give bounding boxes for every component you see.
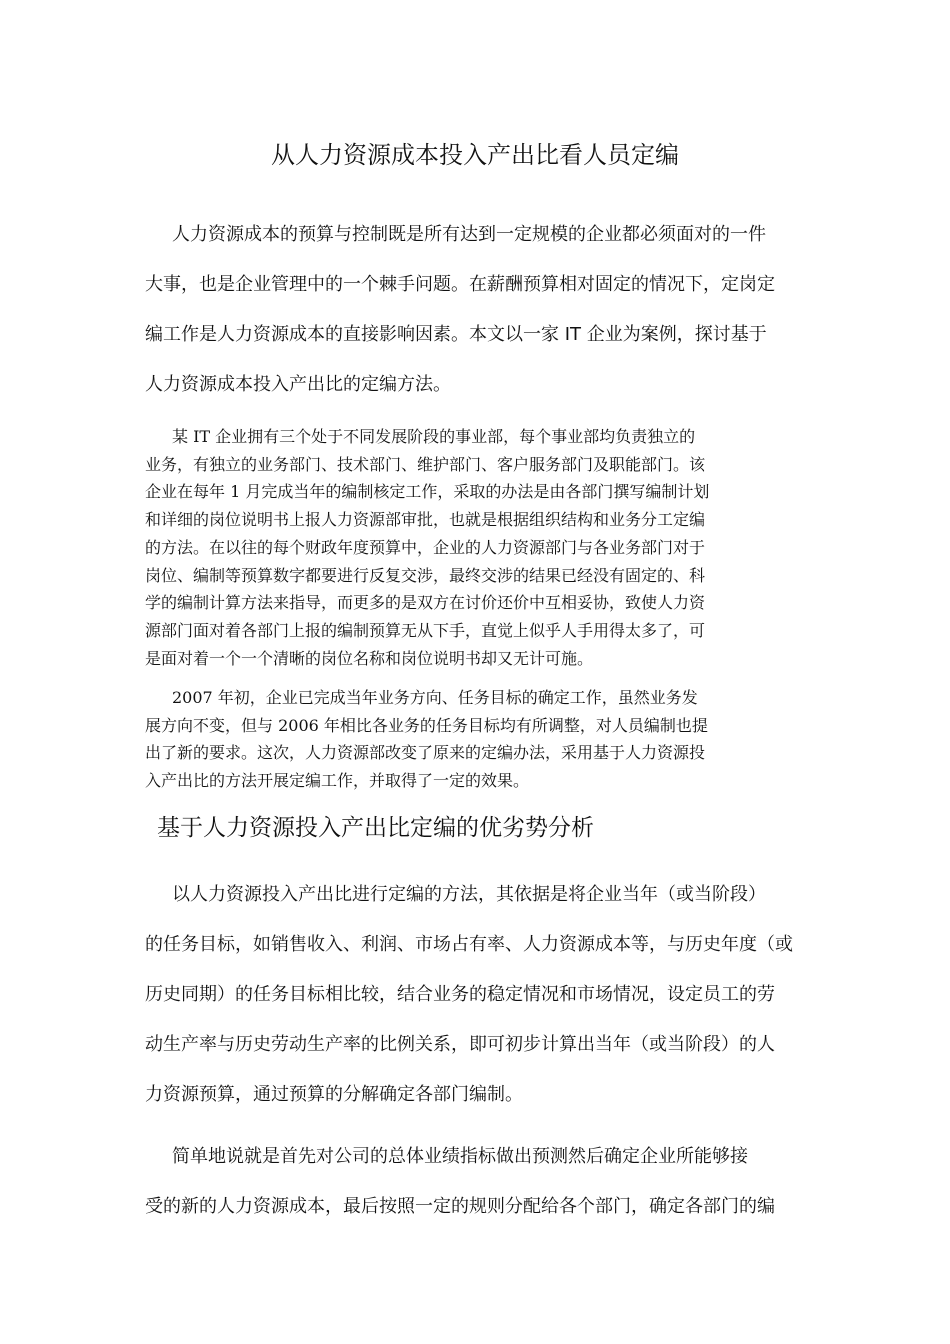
paragraph-line: 大事，也是企业管理中的一个棘手问题。在薪酬预算相对固定的情况下，定岗定 (145, 274, 775, 295)
case-paragraph-2 (145, 684, 810, 795)
paragraph-line: 简单地说就是首先对公司的总体业绩指标做出预测然后确定企业所能够接 (172, 1146, 748, 1167)
section-heading: 基于人力资源投入产出比定编的优劣势分析 (157, 815, 594, 841)
paragraph-line: 人力资源成本投入产出比的定编方法。 (145, 374, 451, 395)
paragraph-line: 受的新的人力资源成本，最后按照一定的规则分配给各个部门，确定各部门的编 (145, 1196, 775, 1217)
paragraph-line: 岗位、编制等预算数字都要进行反复交涉，最终交涉的结果已经没有固定的、科 (145, 565, 706, 585)
paragraph-line: 源部门面对着各部门上报的编制预算无从下手，直觉上似乎人手用得太多了，可 (145, 620, 706, 640)
paragraph-line: 的任务目标，如销售收入、利润、市场占有率、人力资源成本等，与历史年度（或 (145, 934, 793, 955)
paragraph-line: 某 IT 企业拥有三个处于不同发展阶段的事业部，每个事业部均负责独立的 (172, 427, 696, 446)
paragraph-line: 业务，有独立的业务部门、技术部门、维护部门、客户服务部门及职能部门。该 (145, 454, 706, 474)
paragraph-line: 入产出比的方法开展定编工作，并取得了一定的效果。 (145, 771, 530, 791)
method-paragraph (145, 870, 810, 1120)
paragraph-line: 力资源预算，通过预算的分解确定各部门编制。 (145, 1084, 523, 1105)
paragraph-line: 以人力资源投入产出比进行定编的方法，其依据是将企业当年（或当阶段） (172, 884, 766, 905)
case-paragraph-1 (145, 423, 810, 672)
paragraph-line: 编工作是人力资源成本的直接影响因素。本文以一家 IT 企业为案例，探讨基于 (145, 324, 767, 345)
paragraph-line: 是面对着一个一个清晰的岗位名称和岗位说明书却又无计可施。 (145, 648, 594, 668)
paragraph-line: 学的编制计算方法来指导，而更多的是双方在讨价还价中互相妥协，致使人力资 (145, 593, 706, 613)
paragraph-line: 展方向不变，但与 2006 年相比各业务的任务目标均有所调整，对人员编制也提 (145, 715, 708, 735)
paragraph-line: 动生产率与历史劳动生产率的比例关系，即可初步计算出当年（或当阶段）的人 (145, 1034, 775, 1055)
paragraph-line: 企业在每年 1 月完成当年的编制核定工作，采取的办法是由各部门撰写编制计划 (145, 482, 710, 502)
document-title: 从人力资源成本投入产出比看人员定编 (271, 141, 679, 169)
paragraph-line: 历史同期）的任务目标相比较，结合业务的稳定情况和市场情况，设定员工的劳 (145, 984, 775, 1005)
paragraph-line: 和详细的岗位说明书上报人力资源部审批，也就是根据组织结构和业务分工定编 (145, 510, 706, 530)
intro-paragraph (145, 210, 810, 410)
paragraph-line: 2007 年初，企业已完成当年业务方向、任务目标的确定工作，虽然业务发 (172, 688, 698, 707)
paragraph-line: 的方法。在以往的每个财政年度预算中，企业的人力资源部门与各业务部门对于 (145, 537, 706, 557)
paragraph-line: 出了新的要求。这次，人力资源部改变了原来的定编办法，采用基于人力资源投 (145, 743, 706, 763)
summary-paragraph (145, 1132, 810, 1232)
paragraph-line: 人力资源成本的预算与控制既是所有达到一定规模的企业都必须面对的一件 (172, 224, 766, 245)
